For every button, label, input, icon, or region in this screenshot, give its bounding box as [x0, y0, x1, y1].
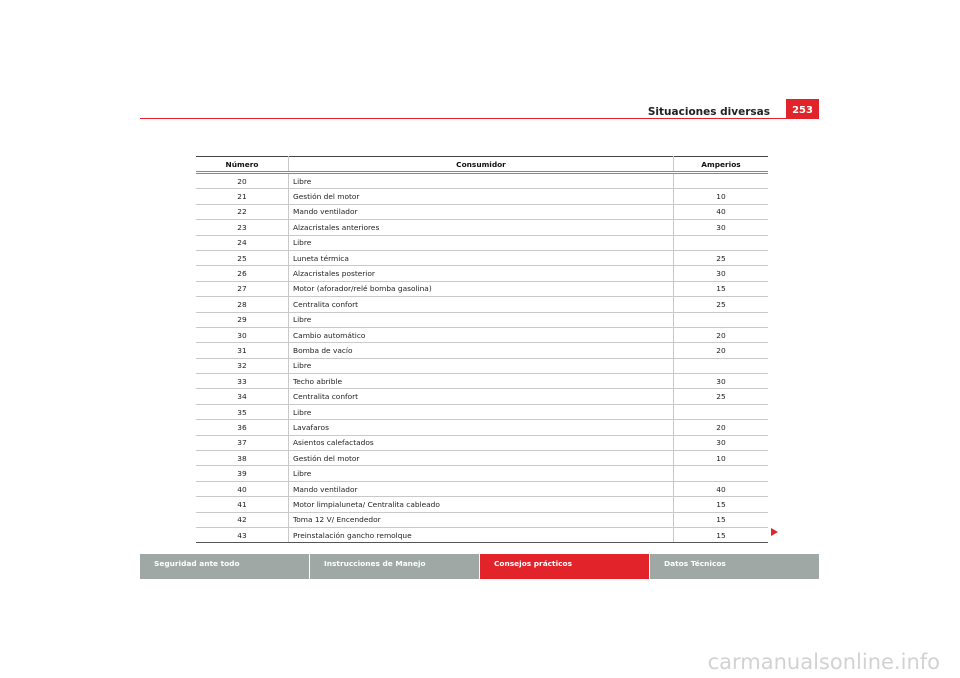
fuse-number-cell: 27	[196, 281, 289, 296]
footer-tab[interactable]: Instrucciones de Manejo	[310, 554, 479, 579]
column-header-consumer: Consumidor	[289, 157, 674, 173]
table-row	[196, 220, 768, 235]
footer-tab[interactable]: Consejos prácticos	[480, 554, 649, 579]
consumer-cell: Toma 12 V/ Encendedor	[289, 512, 674, 527]
header-divider	[140, 118, 819, 119]
consumer-cell: Centralita confort	[289, 389, 674, 404]
amperes-cell: 40	[674, 204, 769, 219]
fuse-number-cell: 25	[196, 250, 289, 265]
consumer-cell: Centralita confort	[289, 297, 674, 312]
fuse-number-cell: 29	[196, 312, 289, 327]
consumer-cell: Libre	[289, 312, 674, 327]
footer-tab[interactable]: Datos Técnicos	[650, 554, 819, 579]
fuse-number-cell: 41	[196, 497, 289, 512]
amperes-cell: 25	[674, 389, 769, 404]
consumer-cell: Motor (aforador/relé bomba gasolina)	[289, 281, 674, 296]
consumer-cell: Bomba de vacío	[289, 343, 674, 358]
amperes-cell: 30	[674, 374, 769, 389]
table-row	[196, 420, 768, 435]
amperes-cell	[674, 312, 769, 327]
fuse-number-cell: 23	[196, 220, 289, 235]
table-row	[196, 281, 768, 296]
fuse-number-cell: 24	[196, 235, 289, 250]
fuse-number-cell: 32	[196, 358, 289, 373]
table-row	[196, 358, 768, 373]
amperes-cell: 15	[674, 512, 769, 527]
page-number-badge	[786, 99, 819, 119]
table-row	[196, 527, 768, 542]
fuse-table	[196, 156, 768, 543]
fuse-number-cell: 30	[196, 327, 289, 342]
table-row	[196, 343, 768, 358]
table-row	[196, 374, 768, 389]
page-number: 253	[792, 105, 813, 116]
consumer-cell: Alzacristales anteriores	[289, 220, 674, 235]
table-row	[196, 389, 768, 404]
column-header-number: Número	[196, 157, 289, 173]
amperes-cell: 30	[674, 220, 769, 235]
consumer-cell: Luneta térmica	[289, 250, 674, 265]
consumer-cell: Asientos calefactados	[289, 435, 674, 450]
amperes-cell: 25	[674, 250, 769, 265]
amperes-cell: 15	[674, 527, 769, 542]
amperes-cell	[674, 466, 769, 481]
table-row	[196, 312, 768, 327]
table-row	[196, 327, 768, 342]
amperes-cell	[674, 173, 769, 189]
amperes-cell: 25	[674, 297, 769, 312]
amperes-cell: 20	[674, 327, 769, 342]
fuse-table-body	[196, 173, 768, 543]
section-title: Situaciones diversas	[647, 106, 770, 118]
footer-tab[interactable]: Seguridad ante todo	[140, 554, 309, 579]
consumer-cell: Gestión del motor	[289, 451, 674, 466]
table-row	[196, 435, 768, 450]
amperes-cell: 10	[674, 451, 769, 466]
consumer-cell: Techo abrible	[289, 374, 674, 389]
fuse-number-cell: 43	[196, 527, 289, 542]
consumer-cell: Cambio automático	[289, 327, 674, 342]
fuse-number-cell: 39	[196, 466, 289, 481]
amperes-cell	[674, 404, 769, 419]
amperes-cell: 15	[674, 281, 769, 296]
amperes-cell: 20	[674, 420, 769, 435]
consumer-cell: Libre	[289, 235, 674, 250]
table-row	[196, 297, 768, 312]
consumer-cell: Motor limpialuneta/ Centralita cableado	[289, 497, 674, 512]
fuse-number-cell: 22	[196, 204, 289, 219]
consumer-cell: Gestión del motor	[289, 189, 674, 204]
consumer-cell: Mando ventilador	[289, 481, 674, 496]
table-row	[196, 451, 768, 466]
table-row	[196, 466, 768, 481]
amperes-cell: 30	[674, 435, 769, 450]
consumer-cell: Libre	[289, 173, 674, 189]
table-row	[196, 266, 768, 281]
table-row	[196, 204, 768, 219]
amperes-cell: 20	[674, 343, 769, 358]
consumer-cell: Alzacristales posterior	[289, 266, 674, 281]
fuse-number-cell: 42	[196, 512, 289, 527]
consumer-cell: Mando ventilador	[289, 204, 674, 219]
table-row	[196, 189, 768, 204]
consumer-cell: Lavafaros	[289, 420, 674, 435]
consumer-cell: Preinstalación gancho remolque	[289, 527, 674, 542]
footer-navigation	[140, 554, 819, 579]
fuse-number-cell: 40	[196, 481, 289, 496]
amperes-cell: 10	[674, 189, 769, 204]
watermark: carmanualsonline.info	[707, 650, 940, 674]
fuse-number-cell: 28	[196, 297, 289, 312]
column-header-amperes: Amperios	[674, 157, 769, 173]
consumer-cell: Libre	[289, 466, 674, 481]
amperes-cell	[674, 358, 769, 373]
table-row	[196, 497, 768, 512]
table-row	[196, 235, 768, 250]
amperes-cell: 30	[674, 266, 769, 281]
amperes-cell: 40	[674, 481, 769, 496]
fuse-number-cell: 35	[196, 404, 289, 419]
consumer-cell: Libre	[289, 358, 674, 373]
fuse-number-cell: 34	[196, 389, 289, 404]
table-row	[196, 250, 768, 265]
fuse-number-cell: 36	[196, 420, 289, 435]
table-row	[196, 512, 768, 527]
fuse-number-cell: 31	[196, 343, 289, 358]
table-row	[196, 404, 768, 419]
consumer-cell: Libre	[289, 404, 674, 419]
amperes-cell: 15	[674, 497, 769, 512]
amperes-cell	[674, 235, 769, 250]
table-row	[196, 173, 768, 189]
fuse-number-cell: 38	[196, 451, 289, 466]
fuse-number-cell: 37	[196, 435, 289, 450]
fuse-number-cell: 21	[196, 189, 289, 204]
table-row	[196, 481, 768, 496]
next-page-arrow-icon[interactable]	[771, 528, 778, 536]
fuse-number-cell: 33	[196, 374, 289, 389]
table-header-row	[196, 157, 768, 173]
fuse-number-cell: 26	[196, 266, 289, 281]
fuse-number-cell: 20	[196, 173, 289, 189]
